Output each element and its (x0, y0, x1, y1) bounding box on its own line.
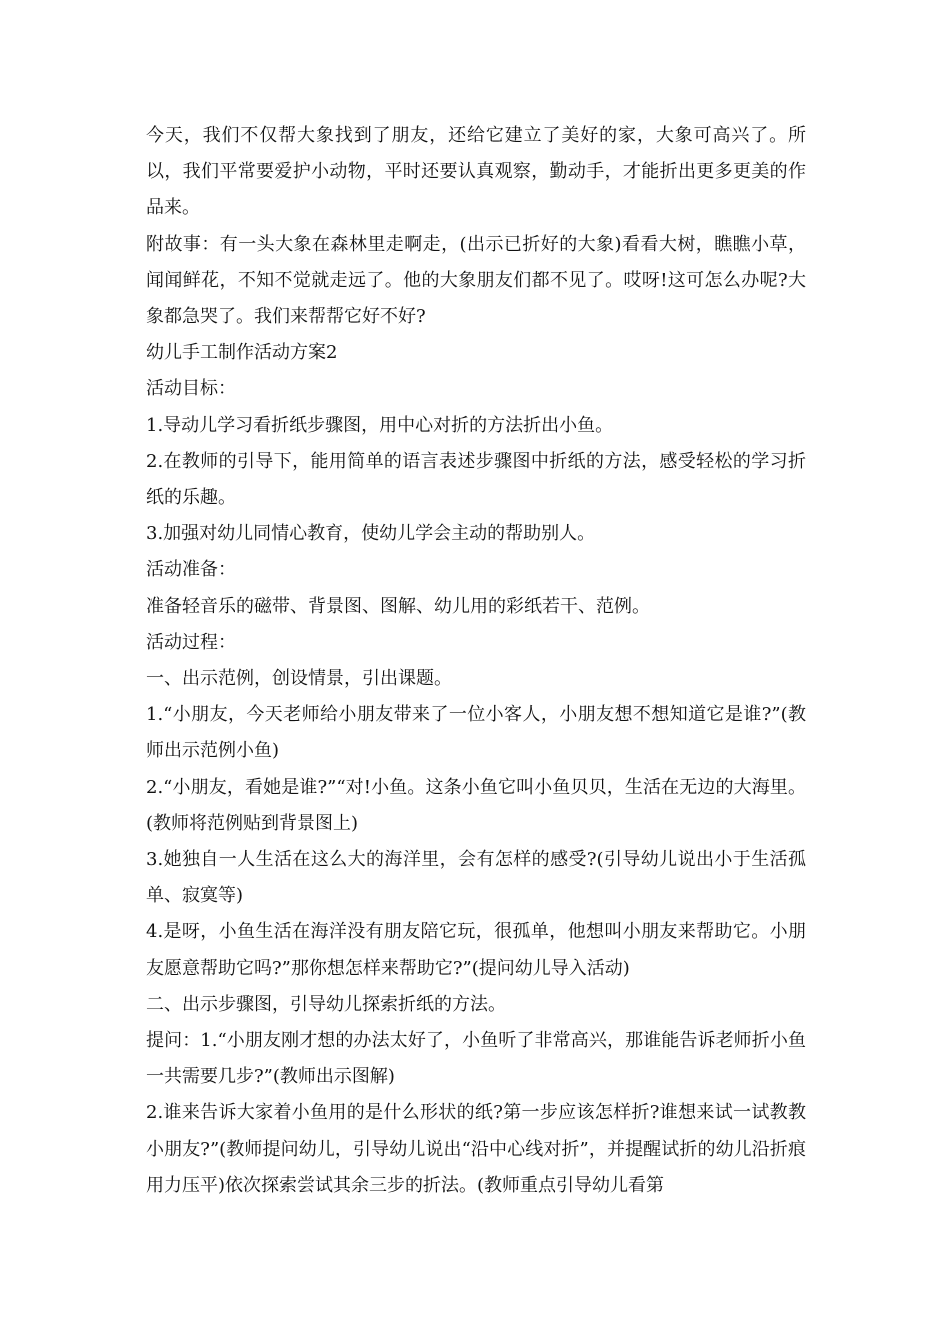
process-step-2-heading: 二、出示步骤图，引导幼儿探索折纸的方法。 (146, 993, 506, 1015)
heading-activity-preparation: 活动准备： (146, 559, 236, 581)
process-item-2: 2.“小朋友，看她是谁?”“对!小鱼。这条小鱼它叫小鱼贝贝，生活在无边的大海里。(教师将范例贴到背景图上) (146, 776, 806, 834)
goal-item-1: 1.导动儿学习看折纸步骤图，用中心对折的方法折出小鱼。 (146, 414, 614, 436)
goal-item-3: 3.加强对幼儿同情心教育，使幼儿学会主动的帮助别人。 (146, 523, 596, 545)
section-title: 幼儿手工制作活动方案2 (146, 342, 338, 364)
heading-activity-goals: 活动目标： (146, 378, 236, 400)
question-item-1: 提问：1.“小朋友刚才想的办法太好了，小鱼听了非常高兴，那谁能告诉老师折小鱼一共需要几步?”(教师出示图解) (146, 1030, 806, 1088)
paragraph-conclusion: 今天，我们不仅帮大象找到了朋友，还给它建立了美好的家，大象可高兴了。所以，我们平常要爱护小动物，平时还要认真观察，勤动手，才能折出更多更美的作品来。 (146, 125, 806, 219)
process-step-1-heading: 一、出示范例，创设情景，引出课题。 (146, 668, 452, 690)
preparation-text: 准备轻音乐的磁带、背景图、图解、幼儿用的彩纸若干、范例。 (146, 595, 650, 617)
goal-item-2: 2.在教师的引导下，能用简单的语言表述步骤图中折纸的方法，感受轻松的学习折纸的乐趣。 (146, 450, 806, 509)
paragraph-appendix-story: 附故事：有一头大象在森林里走啊走，(出示已折好的大象)看看大树，瞧瞧小草，闻闻鲜花，不知不觉就走远了。他的大象朋友们都不见了。哎呀!这可怎么办呢?大象都急哭了。我们来帮帮它好不好? (146, 233, 806, 328)
process-item-4: 4.是呀，小鱼生活在海洋没有朋友陪它玩，很孤单，他想叫小朋友来帮助它。小朋友愿意帮助它吗?”那你想怎样来帮助它?”(提问幼儿导入活动) (146, 921, 806, 979)
document-body (146, 118, 806, 1204)
process-item-3: 3.她独自一人生活在这么大的海洋里，会有怎样的感受?(引导幼儿说出小于生活孤单、寂寞等) (146, 849, 806, 907)
question-item-2: 2.谁来告诉大家着小鱼用的是什么形状的纸?第一步应该怎样折?谁想来试一试教教小朋友?”(教师提问幼儿，引导幼儿说出“沿中心线对折”，并提醒试折的幼儿沿折痕用力压平)依次探索尝试其余三步的折法。(教师重点引导幼儿看第 (146, 1102, 806, 1196)
process-item-1: 1.“小朋友，今天老师给小朋友带来了一位小客人，小朋友想不想知道它是谁?”(教师出示范例小鱼) (146, 704, 806, 762)
heading-activity-process: 活动过程： (146, 631, 236, 653)
